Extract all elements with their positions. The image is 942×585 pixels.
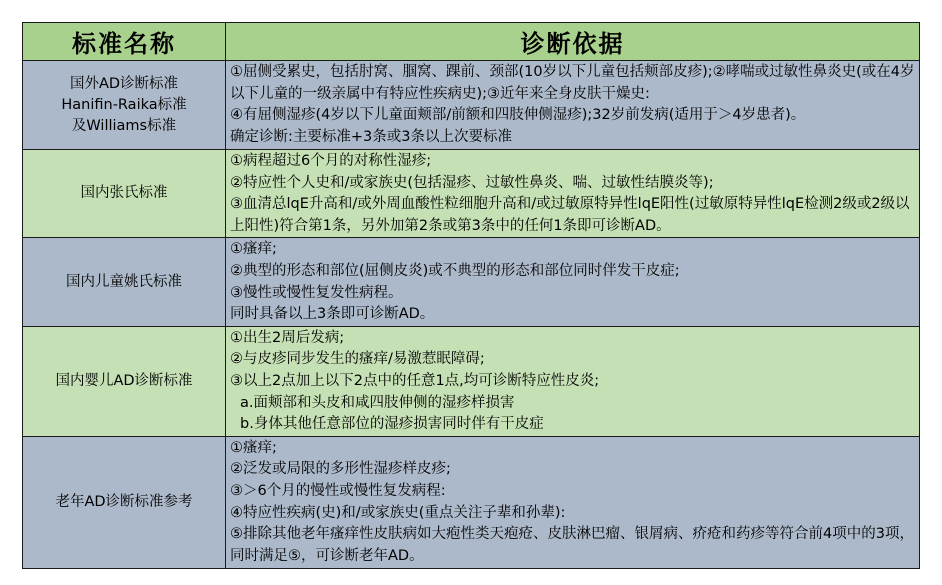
table-row [23,238,920,326]
criteria-line: ⑤排除其他老年瘙痒性皮肤病如大疱性类天疱疮、皮肤淋巴瘤、银屑病、疥疮和药疹等符合前4项中的3项，同时满足⑤，可诊断老年AD。 [230,526,914,564]
standard-name-line: 国内儿童姚氏标准 [66,273,182,290]
criteria-cell [226,61,920,150]
standard-name-cell [23,238,226,326]
criteria-line: ③以上2点加上以下2点中的任意1点,均可诊断特应性皮炎; [230,372,600,389]
criteria-cell [226,326,920,436]
standard-name-cell [23,326,226,436]
criteria-line: 同时具备以上3条即可诊断AD。 [230,306,435,323]
standard-name-line: 国内婴儿AD诊断标准 [55,372,193,389]
criteria-line: ①瘙痒; [230,439,277,456]
criteria-line: ①病程超过6个月的对称性湿疹; [230,153,432,169]
table-row [23,436,920,568]
criteria-line: ①屈侧受累史，包括肘窝、腘窝、踝前、颈部(10岁以下儿童包括颊部皮疹);②哮喘或过敏性鼻炎史(或在4岁以下儿童的一级亲属中有特应性疾病史);③近年来全身皮肤干燥史: [230,64,915,102]
criteria-line: ③＞6个月的慢性或慢性复发病程: [230,482,446,499]
standard-name-line: 国内张氏标准 [80,185,168,202]
standard-name-cell [23,61,226,150]
criteria-line: ④特应性疾病(史)和/或家族史(重点关注子辈和孙辈): [230,504,566,521]
table-row [23,326,920,436]
criteria-line: ③血清总lqE升高和/或外周血酸性粒细胞升高和/或过敏原特异性lqE阳性(过敏原特异性lqE检测2级或2级以上阳性)符合第1条，另外加第2条或第3条中的任何1条即可诊断AD。 [230,196,910,234]
standard-name-cell [23,150,226,238]
criteria-cell [226,436,920,568]
criteria-cell [226,238,920,326]
standard-name-line: 国外AD诊断标准 [69,75,179,92]
criteria-line: ③慢性或慢性复发性病程。 [230,284,403,301]
table-row [23,150,920,238]
criteria-sub-line: b.身体其他任意部位的湿疹损害同时伴有干皮症 [240,416,544,433]
standard-name-line: 老年AD诊断标准参考 [55,493,193,510]
header-standard-name: 标准名称 [23,23,226,61]
criteria-line: ①出生2周后发病; [230,329,345,346]
header-row [23,23,920,61]
criteria-line: ②泛发或局限的多形性湿疹样皮疹; [230,461,451,478]
diagnostic-criteria-table [22,22,920,569]
table-row [23,61,920,150]
standard-name-line: 及Williams标准 [71,117,177,134]
criteria-sub-line: a.面颊部和头皮和咸四肢伸侧的湿疹样损害 [240,394,515,411]
standard-name-line: Hanifin-Raika标准 [61,96,187,113]
criteria-line: ②特应性个人史和/或家族史(包括湿疹、过敏性鼻炎、喘、过敏性结膜炎等); [230,174,714,191]
criteria-line: ①瘙痒; [230,241,277,258]
criteria-line: ④有屈侧湿疹(4岁以下儿童面颊部/前额和四肢伸侧湿疹);32岁前发病(适用于＞4岁患者)。 [230,107,806,124]
criteria-line: ②与皮疹同步发生的瘙痒/易激惹眠障碍; [230,351,485,368]
standard-name-cell [23,436,226,568]
header-diagnostic-basis: 诊断依据 [226,23,920,61]
criteria-cell [226,150,920,238]
criteria-line: ②典型的形态和部位(屈侧皮炎)或不典型的形态和部位同时伴发干皮症; [230,262,680,279]
criteria-line: 确定诊断:主要标准+3条或3条以上次要标准 [230,128,512,145]
